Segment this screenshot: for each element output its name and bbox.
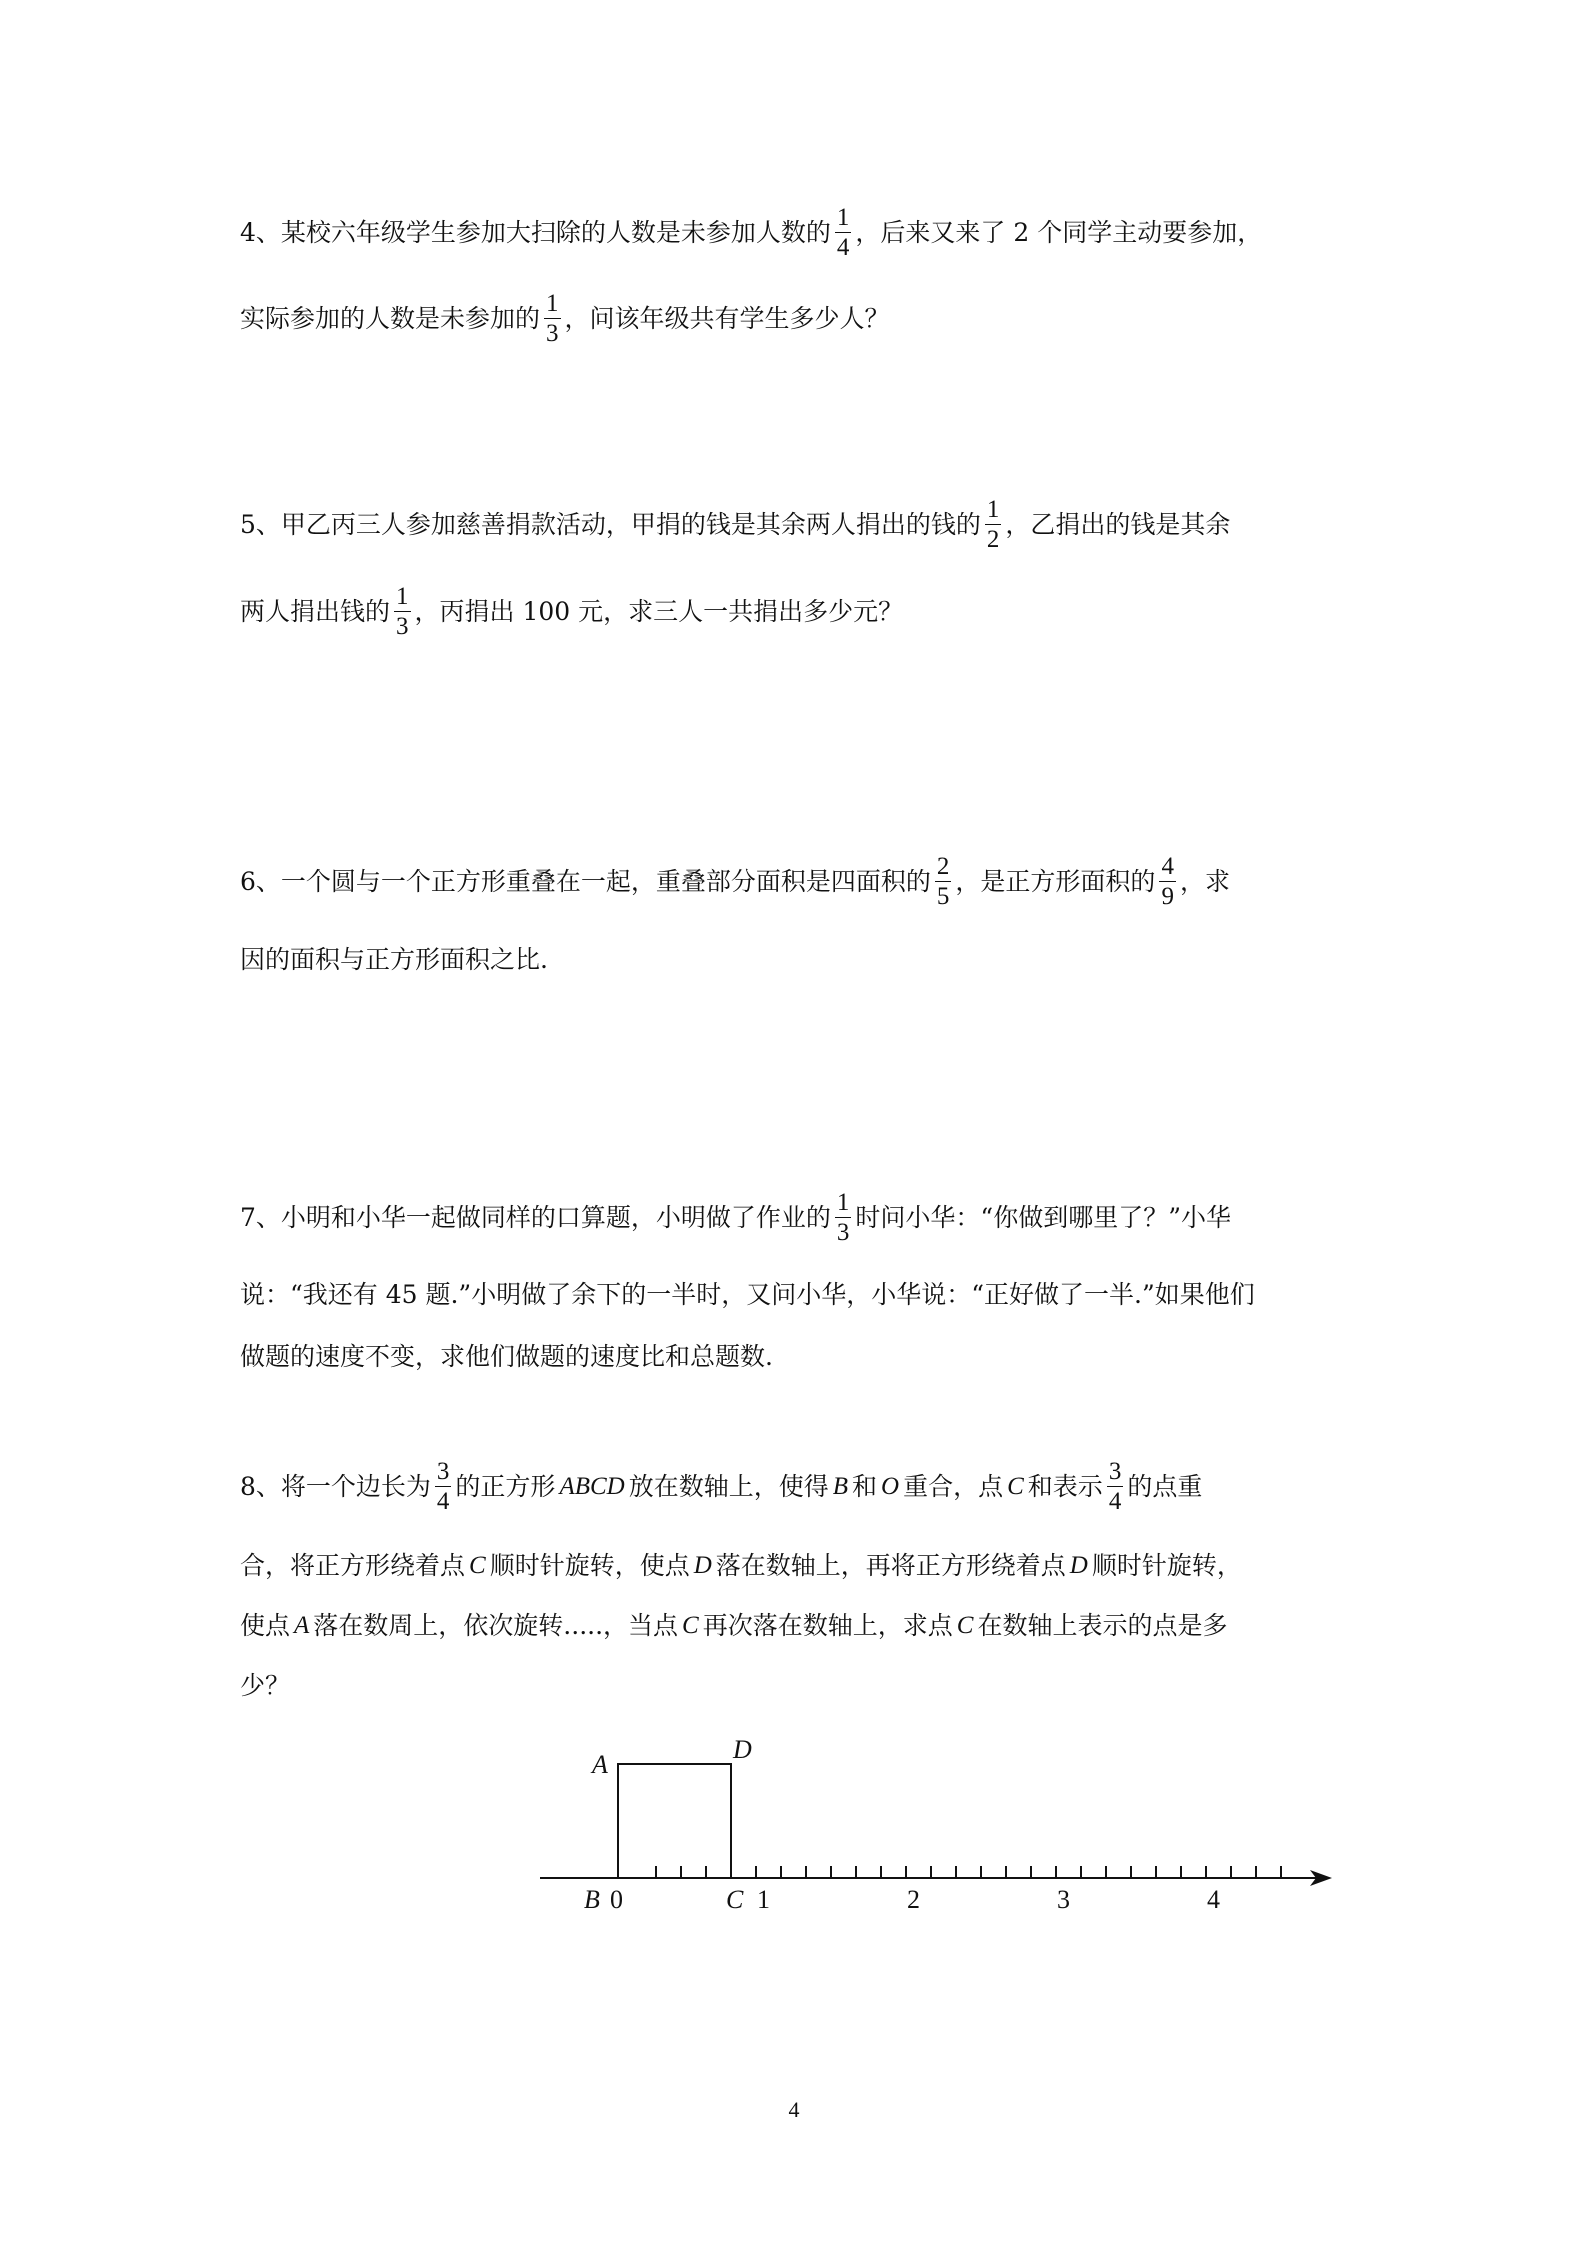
math-var: A [294, 1611, 310, 1639]
numerator: 1 [546, 289, 559, 317]
problem-4-line-1 [240, 202, 1350, 262]
text: 和 [852, 1471, 878, 1501]
page-number: 4 [788, 2097, 800, 2122]
text: 在数轴上表示的点是多 [977, 1610, 1228, 1640]
text: ，是正方形面积的 [955, 866, 1156, 896]
axis-ticks [656, 1866, 1281, 1878]
math-var: C [956, 1611, 974, 1639]
math-var: D [693, 1551, 712, 1579]
numerator: 2 [936, 852, 950, 880]
fraction [1159, 854, 1176, 909]
text: 时问小华：“你做到哪里了？”小华 [855, 1202, 1231, 1232]
problem-4-line-2 [240, 288, 1350, 348]
problem-6-line-1 [240, 851, 1350, 911]
vertex-label-a: A [592, 1750, 608, 1779]
problem-8-line-3 [240, 1605, 1350, 1645]
text: 4、某校六年级学生参加大扫除的人数是未参加人数的 [240, 217, 831, 247]
text: 8、将一个边长为 [240, 1471, 431, 1501]
denominator: 9 [1161, 882, 1174, 910]
text: 合，将正方形绕着点 [240, 1550, 466, 1580]
numerator: 4 [1161, 852, 1174, 880]
math-var: B [832, 1472, 849, 1500]
math-var: C [682, 1611, 699, 1639]
problem-7-line-2 [240, 1274, 1350, 1314]
denominator: 5 [936, 882, 950, 910]
square-abcd [618, 1764, 731, 1878]
text: 5、甲乙丙三人参加慈善捐款活动，甲捐的钱是其余两人捐出的钱的 [240, 509, 981, 539]
denominator: 4 [836, 233, 850, 261]
problem-6-line-2 [240, 939, 1350, 979]
fraction [394, 584, 411, 639]
text: 少？ [240, 1670, 291, 1700]
fraction [1107, 1459, 1124, 1514]
fraction [835, 205, 852, 260]
axis-label-1: 1 [757, 1885, 770, 1914]
fraction [544, 291, 561, 346]
math-var: ABCD [559, 1472, 625, 1500]
text: ，后来又来了 2 个同学主动要参加， [855, 217, 1263, 247]
text: ，问该年级共有学生多少人？ [564, 303, 890, 333]
fraction [985, 497, 1002, 552]
problem-5-line-1 [240, 494, 1350, 554]
text: 6、一个圆与一个正方形重叠在一起，重叠部分面积是四面积的 [240, 866, 931, 896]
text: ，乙捐出的钱是其余 [1005, 509, 1231, 539]
vertex-label-d: D [733, 1735, 752, 1764]
fraction [835, 1190, 852, 1245]
denominator: 3 [546, 319, 559, 347]
numerator: 1 [836, 203, 850, 231]
text: 顺时针旋转，使点 [489, 1550, 690, 1580]
vertex-label-c: C [726, 1885, 744, 1914]
text: 重合，点 [903, 1471, 1004, 1501]
axis-label-4: 4 [1207, 1885, 1220, 1914]
axis-label-2: 2 [907, 1885, 920, 1914]
math-var: D [1069, 1551, 1088, 1579]
numerator: 3 [436, 1457, 450, 1485]
problem-7-line-3 [240, 1336, 1350, 1376]
number-line-figure [530, 1725, 1350, 1925]
denominator: 4 [436, 1487, 450, 1515]
problem-8-line-1 [240, 1456, 1350, 1516]
problem-7-line-1 [240, 1187, 1350, 1247]
denominator: 2 [986, 525, 1000, 553]
denominator: 3 [396, 612, 409, 640]
text: 再次落在数轴上，求点 [702, 1610, 953, 1640]
problem-8-line-2 [240, 1545, 1350, 1585]
problem-8-line-4 [240, 1665, 1350, 1705]
denominator: 3 [836, 1218, 850, 1246]
text: 的正方形 [455, 1471, 556, 1501]
axis-label-0: 0 [610, 1885, 623, 1914]
fraction [935, 854, 952, 909]
text: ，求 [1179, 866, 1230, 896]
text: ，丙捐出 100 元，求三人一共捐出多少元？ [414, 596, 904, 626]
text: 使点 [240, 1610, 291, 1640]
math-var: O [881, 1472, 900, 1500]
math-var: C [1007, 1472, 1024, 1500]
fraction [435, 1459, 452, 1514]
text: 做题的速度不变，求他们做题的速度比和总题数. [240, 1341, 773, 1371]
axis-label-3: 3 [1057, 1885, 1070, 1914]
text: 实际参加的人数是未参加的 [240, 303, 541, 333]
text: 7、小明和小华一起做同样的口算题，小明做了作业的 [240, 1202, 831, 1232]
text: 说：“我还有 45 题.”小明做了余下的一半时，又问小华，小华说：“正好做了一半.”如果他们 [240, 1279, 1255, 1309]
vertex-label-b: B [584, 1885, 600, 1914]
problem-5-line-2 [240, 581, 1350, 641]
math-var: C [469, 1551, 486, 1579]
numerator: 1 [986, 495, 1000, 523]
text: 两人捐出钱的 [240, 596, 391, 626]
numerator: 1 [396, 582, 409, 610]
text: 落在数轴上，再将正方形绕着点 [715, 1550, 1066, 1580]
text: 因的面积与正方形面积之比. [240, 944, 548, 974]
text: 和表示 [1027, 1471, 1103, 1501]
numerator: 3 [1108, 1457, 1122, 1485]
text: 落在数周上，依次旋转.....，当点 [313, 1610, 679, 1640]
text: 顺时针旋转， [1091, 1550, 1242, 1580]
text: 放在数轴上，使得 [628, 1471, 829, 1501]
denominator: 4 [1108, 1487, 1122, 1515]
text: 的点重 [1127, 1471, 1203, 1501]
numerator: 1 [836, 1188, 850, 1216]
